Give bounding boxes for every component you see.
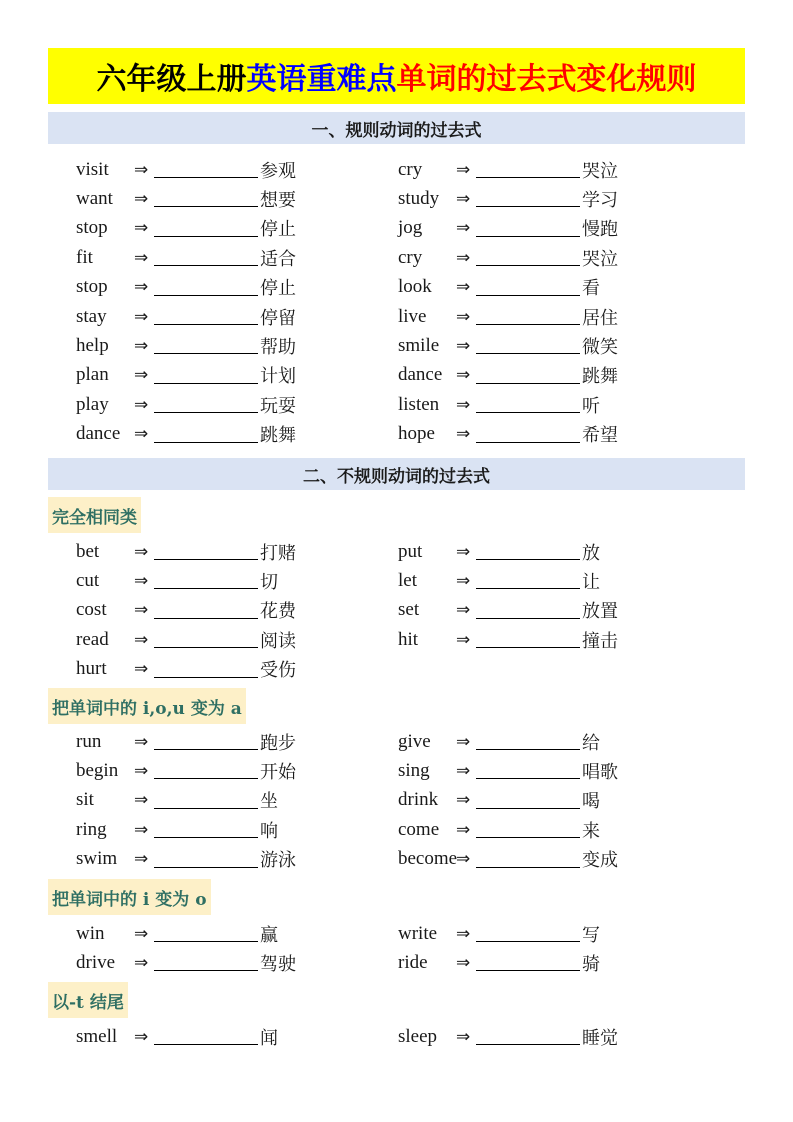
english-word: run [76,730,102,752]
arrow-icon: ⇒ [456,247,471,268]
vocab-row [76,948,296,977]
arrow-icon: ⇒ [134,277,149,298]
answer-blank[interactable] [154,235,258,237]
chinese-meaning: 阅读 [260,630,296,652]
chinese-meaning: 撞击 [582,630,618,652]
chinese-meaning: 睡觉 [582,1027,618,1049]
answer-blank[interactable] [154,646,258,648]
chinese-meaning: 帮助 [260,336,296,358]
chinese-meaning: 参观 [260,160,296,182]
chinese-meaning: 适合 [260,248,296,270]
answer-blank[interactable] [154,1043,258,1045]
chinese-meaning: 放置 [582,601,618,623]
english-word: plan [76,364,109,386]
vocab-row [76,786,278,815]
vocab-row [398,948,600,977]
arrow-icon: ⇒ [456,952,471,973]
english-word: sleep [398,1025,438,1047]
answer-blank[interactable] [476,777,580,779]
arrow-icon: ⇒ [456,629,471,650]
title-subject: 英语重难点 [246,62,397,97]
section-heading-irregular: 二、不规则动词的过去式 [48,458,745,490]
arrow-icon: ⇒ [456,335,471,356]
answer-blank[interactable] [476,294,580,296]
arrow-icon: ⇒ [134,1026,149,1047]
english-word: swim [76,848,118,870]
answer-blank[interactable] [154,940,258,942]
arrow-icon: ⇒ [134,365,149,386]
english-word: bet [76,540,100,562]
answer-blank[interactable] [476,807,580,809]
arrow-icon: ⇒ [456,541,471,562]
title-topic: 单词的过去式变化规则 [396,62,697,97]
arrow-icon: ⇒ [134,218,149,239]
chinese-meaning: 跑步 [260,732,296,754]
arrow-icon: ⇒ [134,541,149,562]
answer-blank[interactable] [476,382,580,384]
chinese-meaning: 来 [582,820,600,842]
english-word: drive [76,951,116,973]
vocab-row [398,420,618,449]
vocab-row [398,786,600,815]
vocab-row [76,273,296,302]
arrow-icon: ⇒ [456,731,471,752]
arrow-icon: ⇒ [456,790,471,811]
arrow-icon: ⇒ [134,849,149,870]
vocab-row [398,243,618,272]
english-word: ring [76,818,107,840]
arrow-icon: ⇒ [456,188,471,209]
answer-blank[interactable] [154,748,258,750]
english-word: set [398,599,420,621]
page-title [48,48,745,104]
english-word: visit [76,158,109,180]
english-word: hit [398,628,419,650]
english-word: win [76,922,105,944]
vocab-row [398,155,618,184]
arrow-icon: ⇒ [134,394,149,415]
arrow-icon: ⇒ [134,629,149,650]
english-word: write [398,922,438,944]
english-word: dance [398,364,443,386]
answer-blank[interactable] [154,411,258,413]
answer-blank[interactable] [476,587,580,589]
vocab-row [76,331,296,360]
arrow-icon: ⇒ [456,819,471,840]
chinese-meaning: 让 [582,571,600,593]
arrow-icon: ⇒ [134,188,149,209]
vocab-row [398,214,618,243]
arrow-icon: ⇒ [134,952,149,973]
vocab-row [76,214,296,243]
answer-blank[interactable] [154,558,258,560]
arrow-icon: ⇒ [134,659,149,680]
category-label: 以-t 结尾 [48,982,128,1018]
arrow-icon: ⇒ [134,790,149,811]
english-word: stop [76,217,108,239]
chinese-meaning: 哭泣 [582,160,618,182]
arrow-icon: ⇒ [134,731,149,752]
english-word: dance [76,423,121,445]
answer-blank[interactable] [476,176,580,178]
chinese-meaning: 喝 [582,791,600,813]
chinese-meaning: 听 [582,395,600,417]
category-label: 把单词中的 i 变为 o [48,879,211,915]
answer-blank[interactable] [154,176,258,178]
vocab-row [398,302,618,331]
answer-blank[interactable] [154,866,258,868]
english-word: sing [398,759,430,781]
vocab-row [76,727,296,756]
chinese-meaning: 游泳 [260,850,296,872]
answer-blank[interactable] [476,646,580,648]
answer-blank[interactable] [154,441,258,443]
chinese-meaning: 放 [582,542,600,564]
english-word: cut [76,569,100,591]
vocab-row [398,184,618,213]
answer-blank[interactable] [476,836,580,838]
arrow-icon: ⇒ [456,570,471,591]
arrow-icon: ⇒ [456,849,471,870]
answer-blank[interactable] [476,235,580,237]
category-label: 完全相同类 [48,497,141,533]
english-word: help [76,334,109,356]
vocab-row [398,390,600,419]
answer-blank[interactable] [154,777,258,779]
english-word: cry [398,158,423,180]
arrow-icon: ⇒ [134,570,149,591]
arrow-icon: ⇒ [456,306,471,327]
vocab-row [398,625,618,654]
chinese-meaning: 居住 [582,307,618,329]
answer-blank[interactable] [154,676,258,678]
vocab-row [398,273,600,302]
arrow-icon: ⇒ [456,365,471,386]
answer-blank[interactable] [476,866,580,868]
answer-blank[interactable] [476,205,580,207]
chinese-meaning: 闻 [260,1027,278,1049]
chinese-meaning: 想要 [260,189,296,211]
arrow-icon: ⇒ [134,600,149,621]
answer-blank[interactable] [476,558,580,560]
english-word: want [76,187,113,209]
english-word: stop [76,276,108,298]
answer-blank[interactable] [476,352,580,354]
chinese-meaning: 开始 [260,761,296,783]
english-word: drink [398,789,439,811]
chinese-meaning: 计划 [260,366,296,388]
arrow-icon: ⇒ [134,819,149,840]
chinese-meaning: 玩耍 [260,395,296,417]
chinese-meaning: 停留 [260,307,296,329]
english-word: study [398,187,440,209]
english-word: smell [76,1025,118,1047]
english-word: begin [76,759,119,781]
english-word: give [398,730,431,752]
chinese-meaning: 学习 [582,189,618,211]
chinese-meaning: 跳舞 [582,366,618,388]
answer-blank[interactable] [154,382,258,384]
arrow-icon: ⇒ [456,424,471,445]
arrow-icon: ⇒ [134,306,149,327]
vocab-row [76,845,296,874]
chinese-meaning: 花费 [260,601,296,623]
answer-blank[interactable] [154,836,258,838]
chinese-meaning: 切 [260,571,278,593]
section-heading-regular: 一、规则动词的过去式 [48,112,745,144]
answer-blank[interactable] [154,323,258,325]
english-word: smile [398,334,440,356]
answer-blank[interactable] [476,411,580,413]
chinese-meaning: 停止 [260,278,296,300]
answer-blank[interactable] [476,969,580,971]
english-word: jog [398,217,423,239]
arrow-icon: ⇒ [456,1026,471,1047]
arrow-icon: ⇒ [134,760,149,781]
vocab-row [398,919,600,948]
arrow-icon: ⇒ [456,394,471,415]
chinese-meaning: 写 [582,924,600,946]
english-word: cost [76,599,107,621]
title-grade: 六年级上册 [96,62,247,97]
arrow-icon: ⇒ [134,923,149,944]
arrow-icon: ⇒ [456,159,471,180]
vocab-row [76,756,296,785]
vocab-row [398,1022,618,1051]
vocab-row [76,1022,278,1051]
chinese-meaning: 变成 [582,850,618,872]
answer-blank[interactable] [476,940,580,942]
english-word: read [76,628,109,650]
answer-blank[interactable] [476,323,580,325]
english-word: put [398,540,423,562]
chinese-meaning: 骑 [582,953,600,975]
chinese-meaning: 看 [582,278,600,300]
answer-blank[interactable] [476,1043,580,1045]
vocab-row [76,537,296,566]
arrow-icon: ⇒ [134,335,149,356]
answer-blank[interactable] [154,807,258,809]
answer-blank[interactable] [154,352,258,354]
vocab-row [398,845,618,874]
english-word: cry [398,246,423,268]
vocab-row [76,155,296,184]
chinese-meaning: 打赌 [260,542,296,564]
english-word: look [398,276,432,298]
answer-blank[interactable] [476,264,580,266]
arrow-icon: ⇒ [456,923,471,944]
answer-blank[interactable] [476,748,580,750]
vocab-row [76,566,278,595]
english-word: let [398,569,417,591]
chinese-meaning: 微笑 [582,336,618,358]
chinese-meaning: 坐 [260,791,278,813]
chinese-meaning: 赢 [260,924,278,946]
vocab-row [398,566,600,595]
vocab-row [398,596,618,625]
category-label: 把单词中的 i,o,u 变为 a [48,688,246,724]
vocab-row [398,361,618,390]
english-word: play [76,393,109,415]
arrow-icon: ⇒ [134,247,149,268]
answer-blank[interactable] [154,587,258,589]
vocab-row [76,655,296,684]
english-word: hope [398,423,435,445]
chinese-meaning: 停止 [260,219,296,241]
vocab-row [76,184,296,213]
chinese-meaning: 跳舞 [260,425,296,447]
answer-blank[interactable] [476,617,580,619]
answer-blank[interactable] [154,617,258,619]
vocab-row [398,727,600,756]
answer-blank[interactable] [154,969,258,971]
vocab-row [398,756,618,785]
arrow-icon: ⇒ [134,159,149,180]
vocab-row [76,919,278,948]
vocab-row [76,815,278,844]
arrow-icon: ⇒ [456,600,471,621]
english-word: fit [76,246,93,268]
vocab-row [398,331,618,360]
chinese-meaning: 慢跑 [582,219,618,241]
chinese-meaning: 哭泣 [582,248,618,270]
answer-blank[interactable] [154,205,258,207]
answer-blank[interactable] [154,294,258,296]
chinese-meaning: 响 [260,820,278,842]
vocab-row [398,537,600,566]
vocab-row [76,243,296,272]
vocab-row [398,815,600,844]
english-word: ride [398,951,428,973]
english-word: sit [76,789,94,811]
arrow-icon: ⇒ [134,424,149,445]
english-word: stay [76,305,107,327]
vocab-row [76,625,296,654]
chinese-meaning: 给 [582,732,600,754]
english-word: live [398,305,427,327]
english-word: hurt [76,658,107,680]
chinese-meaning: 驾驶 [260,953,296,975]
vocab-row [76,361,296,390]
answer-blank[interactable] [476,441,580,443]
chinese-meaning: 唱歌 [582,761,618,783]
answer-blank[interactable] [154,264,258,266]
english-word: become [398,848,458,870]
vocab-row [76,596,296,625]
english-word: listen [398,393,440,415]
arrow-icon: ⇒ [456,760,471,781]
chinese-meaning: 受伤 [260,660,296,682]
chinese-meaning: 希望 [582,425,618,447]
english-word: come [398,818,440,840]
vocab-row [76,302,296,331]
vocab-row [76,390,296,419]
arrow-icon: ⇒ [456,277,471,298]
vocab-row [76,420,296,449]
arrow-icon: ⇒ [456,218,471,239]
